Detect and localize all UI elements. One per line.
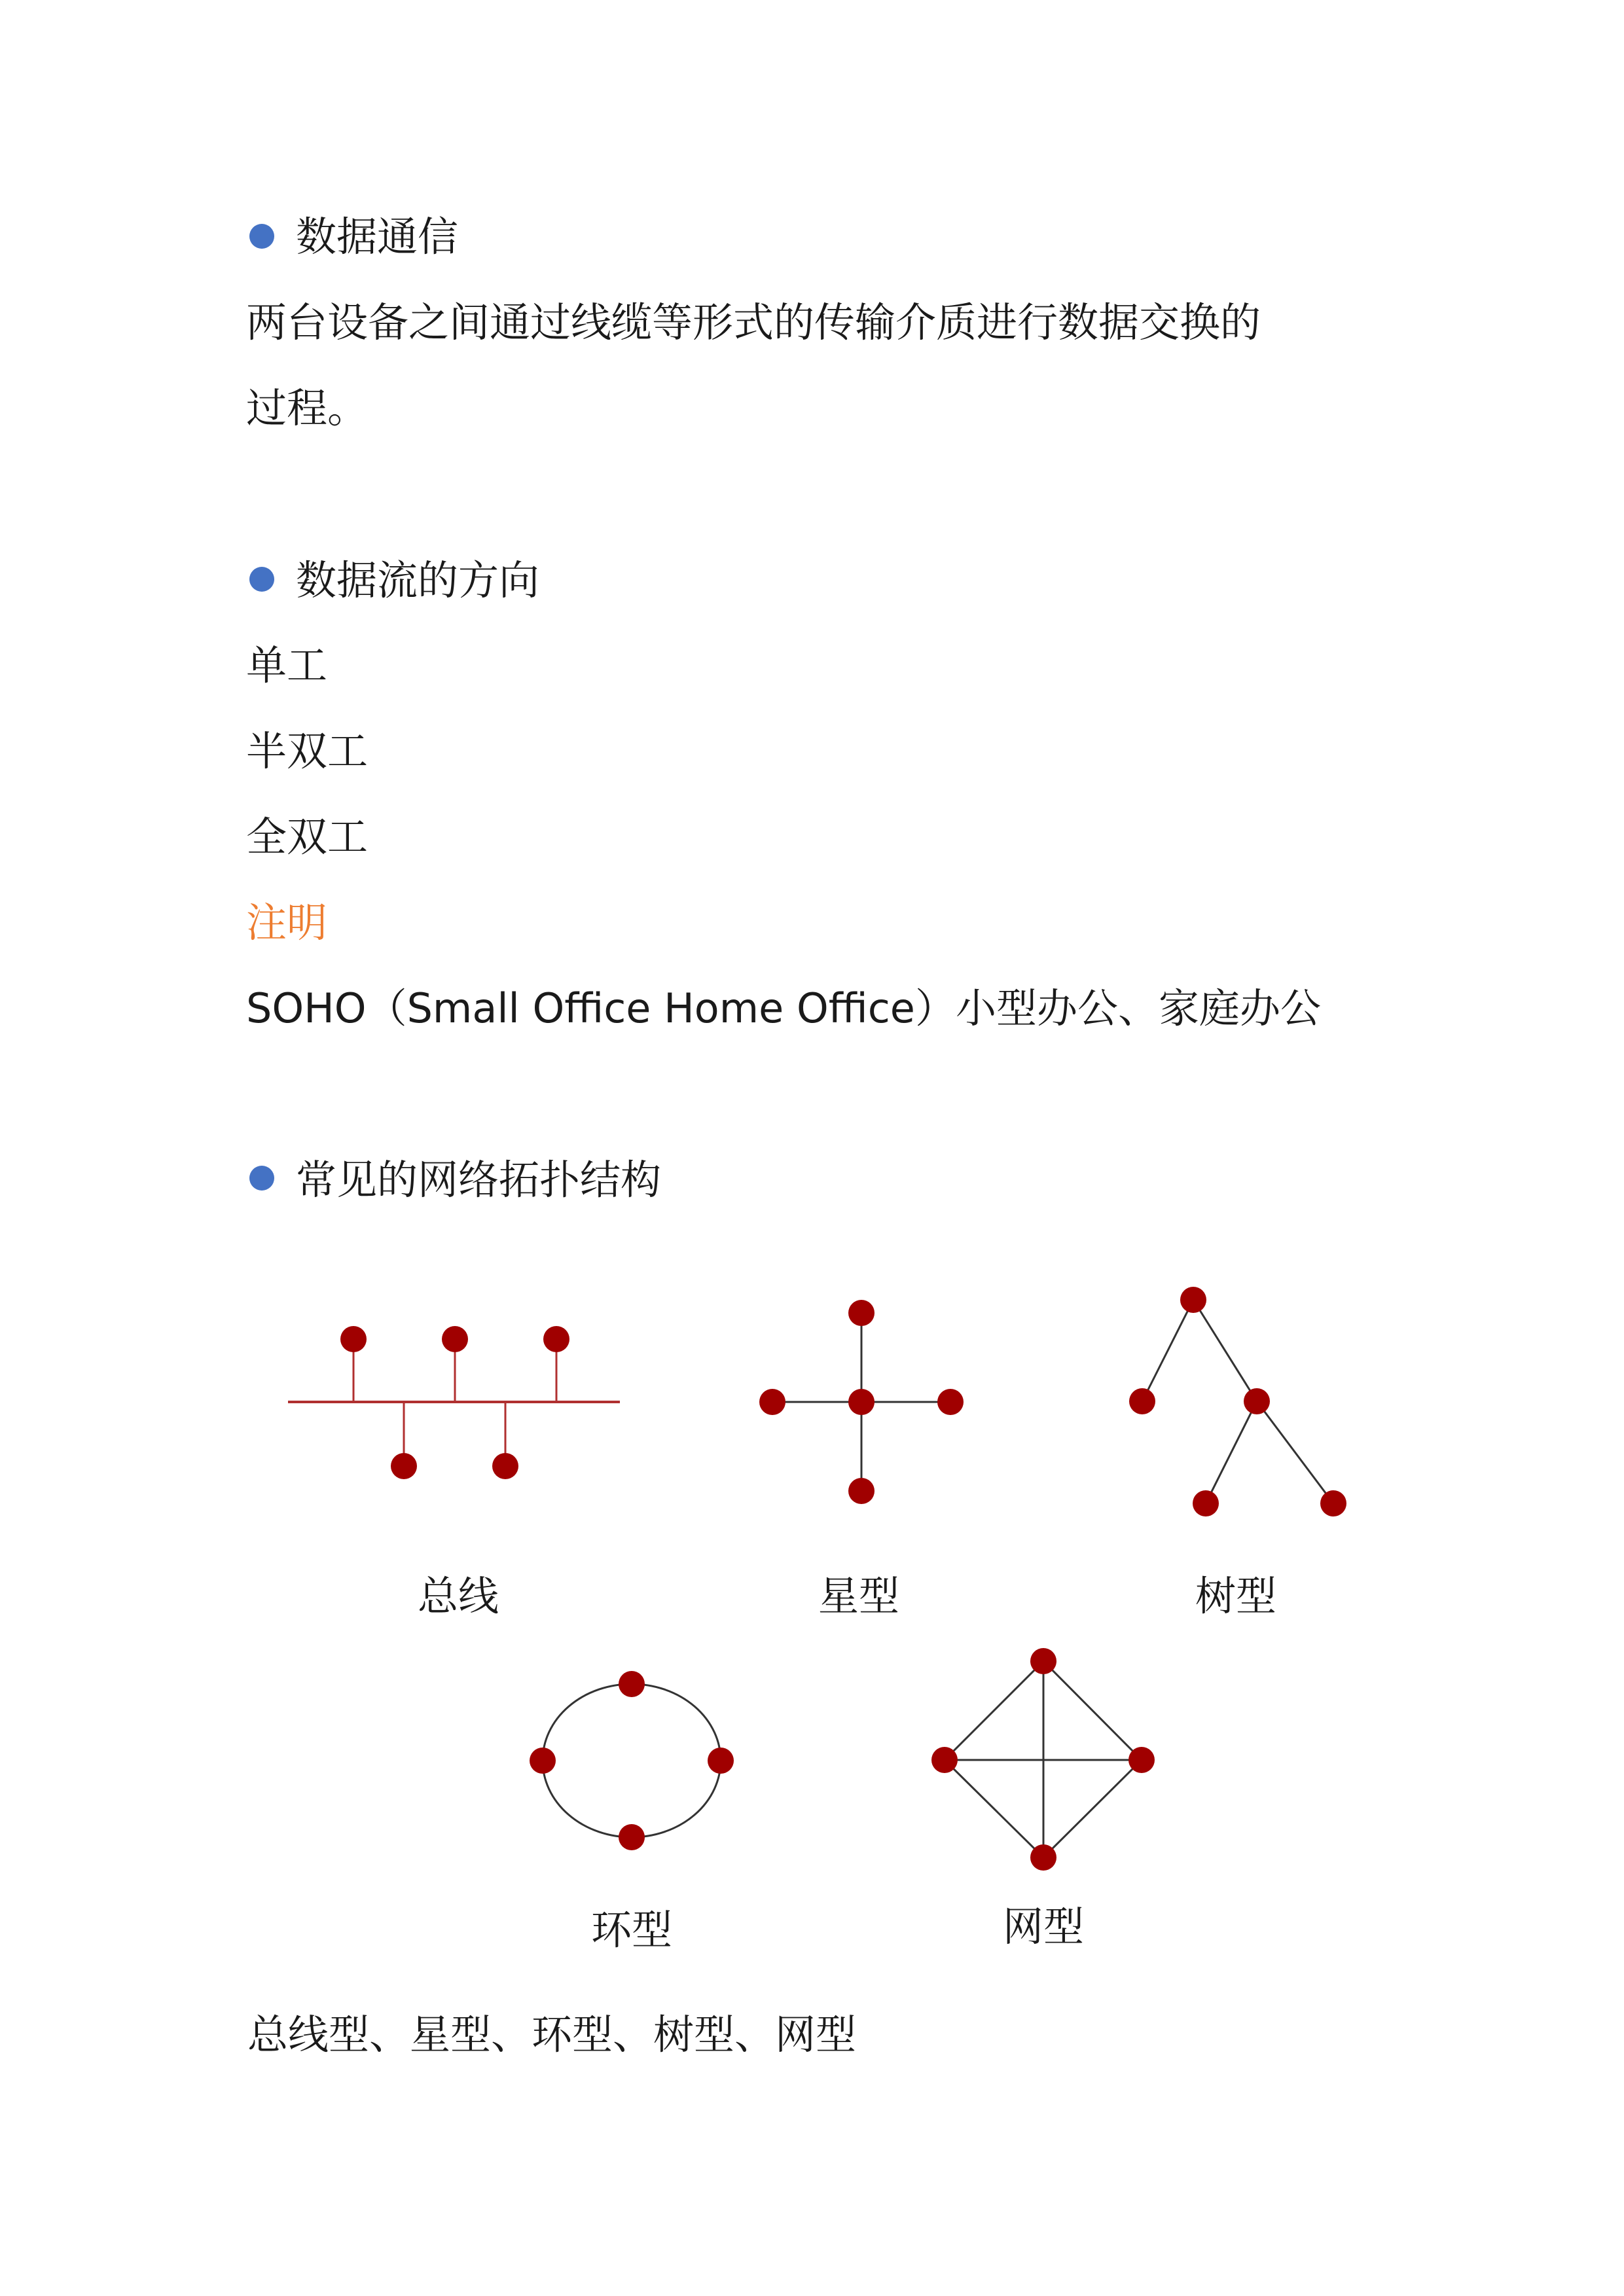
star-node	[848, 1300, 875, 1326]
mesh-node	[931, 1747, 958, 1773]
caption-mesh: 网型	[1002, 1903, 1085, 1950]
tree-node	[1244, 1388, 1270, 1414]
section-heading-data-communication: 数据通信	[296, 213, 459, 260]
mesh-node	[1030, 1844, 1056, 1871]
mesh-node	[1030, 1648, 1056, 1674]
star-hub-node	[848, 1389, 875, 1415]
tree-root-node	[1180, 1287, 1206, 1313]
topology-summary: 总线型、星型、环型、树型、网型	[247, 2011, 857, 2058]
list-item-full-duplex: 全双工	[246, 813, 369, 861]
bus-node	[442, 1326, 468, 1352]
star-node	[759, 1389, 785, 1415]
list-item-half-duplex: 半双工	[246, 727, 369, 775]
caption-star: 星型	[818, 1572, 900, 1620]
ring-node	[619, 1671, 645, 1697]
tree-link	[1206, 1401, 1257, 1503]
star-topology-diagram	[759, 1300, 964, 1620]
ring-topology-diagram	[530, 1671, 734, 1954]
caption-bus: 总线	[417, 1572, 499, 1620]
list-item-simplex: 单工	[246, 641, 328, 689]
bus-topology-diagram	[288, 1326, 620, 1620]
mesh-node	[1128, 1747, 1155, 1773]
tree-topology-diagram	[1129, 1287, 1346, 1620]
tree-link	[1142, 1300, 1193, 1401]
section-heading-data-flow: 数据流的方向	[296, 556, 540, 604]
ring-node	[619, 1824, 645, 1850]
tree-node	[1193, 1490, 1219, 1516]
bus-node	[340, 1326, 367, 1352]
note-text: SOHO（Small Office Home Office）小型办公、家庭办公	[246, 984, 1321, 1032]
mesh-topology-diagram	[931, 1648, 1155, 1950]
section-heading-topology: 常见的网络拓扑结构	[296, 1156, 662, 1204]
bus-node	[492, 1453, 518, 1479]
ring-node	[530, 1748, 556, 1774]
tree-link	[1193, 1300, 1257, 1401]
star-node	[937, 1389, 964, 1415]
ring-loop	[543, 1684, 721, 1837]
note-label: 注明	[246, 899, 328, 946]
star-node	[848, 1478, 875, 1504]
caption-tree: 树型	[1195, 1572, 1277, 1620]
caption-ring: 环型	[590, 1906, 673, 1954]
ring-node	[708, 1748, 734, 1774]
paragraph-line: 过程。	[246, 384, 369, 432]
bus-node	[391, 1453, 417, 1479]
tree-node	[1129, 1388, 1155, 1414]
tree-link	[1257, 1401, 1333, 1503]
tree-node	[1320, 1490, 1346, 1516]
bus-node	[543, 1326, 569, 1352]
paragraph-line: 两台设备之间通过线缆等形式的传输介质进行数据交换的	[246, 298, 1261, 346]
